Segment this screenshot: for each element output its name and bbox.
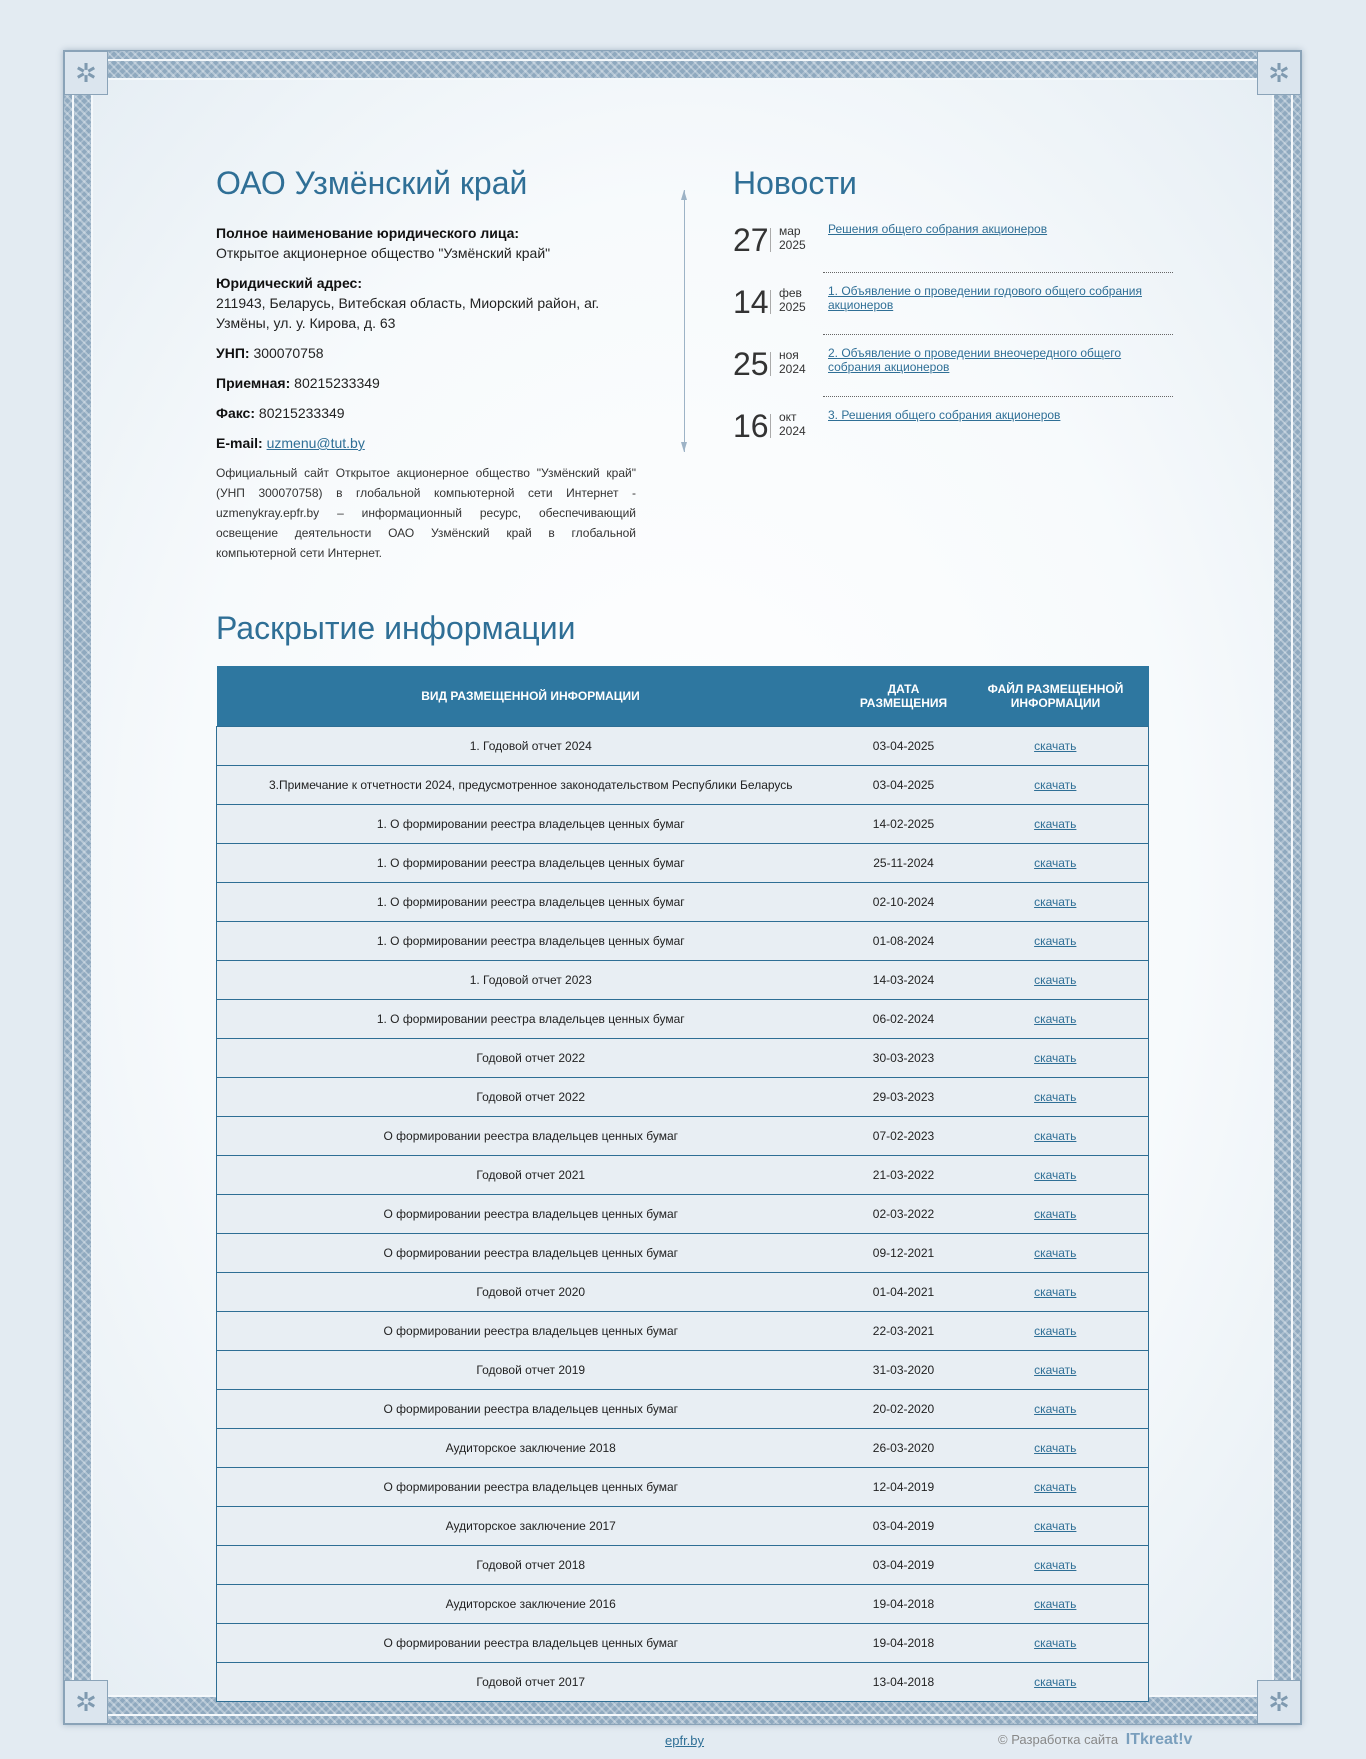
table-row xyxy=(217,1546,1149,1585)
news-month-year xyxy=(779,410,806,438)
reception-block xyxy=(216,373,636,393)
doc-name: О формировании реестра владельцев ценных бумаг xyxy=(217,1390,845,1429)
doc-file-cell xyxy=(963,1039,1149,1078)
doc-name: Годовой отчет 2018 xyxy=(217,1546,845,1585)
doc-date: 03-04-2025 xyxy=(845,766,963,805)
download-link[interactable]: скачать xyxy=(1034,1675,1077,1689)
column-divider xyxy=(684,190,685,452)
developer-logo[interactable]: ITkreat!v xyxy=(1125,1731,1193,1748)
download-link[interactable]: скачать xyxy=(1034,1558,1077,1572)
table-row xyxy=(217,1312,1149,1351)
doc-name: Годовой отчет 2020 xyxy=(217,1273,845,1312)
doc-date: 02-10-2024 xyxy=(845,883,963,922)
news-year: 2025 xyxy=(779,300,806,314)
reception-label: Приемная: xyxy=(216,375,291,391)
doc-date: 01-04-2021 xyxy=(845,1273,963,1312)
news-month: окт xyxy=(779,410,797,424)
doc-file-cell xyxy=(963,1117,1149,1156)
table-row xyxy=(217,1663,1149,1702)
doc-date: 03-04-2019 xyxy=(845,1507,963,1546)
news-item xyxy=(733,406,1173,468)
doc-date: 07-02-2023 xyxy=(845,1117,963,1156)
doc-date: 03-04-2025 xyxy=(845,727,963,766)
doc-file-cell xyxy=(963,922,1149,961)
unp-label: УНП: xyxy=(216,345,250,361)
news-date-separator xyxy=(770,352,771,376)
full-name-label: Полное наименование юридического лица: xyxy=(216,225,520,241)
news-month: мар xyxy=(779,224,801,238)
download-link[interactable]: скачать xyxy=(1034,1519,1077,1533)
download-link[interactable]: скачать xyxy=(1034,1012,1077,1026)
table-row xyxy=(217,1156,1149,1195)
news-link[interactable]: 1. Объявление о проведении годового общего собрания акционеров xyxy=(828,284,1142,312)
download-link[interactable]: скачать xyxy=(1034,1636,1077,1650)
full-name-block xyxy=(216,223,636,263)
news-item xyxy=(733,220,1173,282)
download-link[interactable]: скачать xyxy=(1034,1168,1077,1182)
download-link[interactable]: скачать xyxy=(1034,895,1077,909)
site-description: Официальный сайт Открытое акционерное общество "Узмёнский край" (УНП 300070758) в глобальной компьютерной сети Интернет - uzmenykray.epfr.by – информационный ресурс, обеспечивающий освещение деятельности ОАО Узмёнский край в глобальной компьютерной сети Интернет. xyxy=(216,466,636,560)
doc-date: 06-02-2024 xyxy=(845,1000,963,1039)
table-header-row xyxy=(217,666,1149,727)
doc-name: 1. О формировании реестра владельцев ценных бумаг xyxy=(217,805,845,844)
news-year: 2025 xyxy=(779,238,806,252)
reception-value: 80215233349 xyxy=(294,375,380,391)
table-row xyxy=(217,727,1149,766)
doc-name: О формировании реестра владельцев ценных бумаг xyxy=(217,1195,845,1234)
table-row xyxy=(217,1078,1149,1117)
news-date-separator xyxy=(770,414,771,438)
doc-date: 31-03-2020 xyxy=(845,1351,963,1390)
doc-name: 1. О формировании реестра владельцев ценных бумаг xyxy=(217,1000,845,1039)
doc-file-cell xyxy=(963,1156,1149,1195)
address-value: 211943, Беларусь, Витебская область, Миорский район, аг. Узмёны, ул. у. Кирова, д. 63 xyxy=(216,295,600,331)
doc-date: 20-02-2020 xyxy=(845,1390,963,1429)
doc-date: 14-03-2024 xyxy=(845,961,963,1000)
doc-file-cell xyxy=(963,1585,1149,1624)
fax-value: 80215233349 xyxy=(258,405,345,421)
corner-ornament-icon: ✲ xyxy=(1257,1680,1301,1724)
doc-file-cell xyxy=(963,1312,1149,1351)
doc-date: 19-04-2018 xyxy=(845,1624,963,1663)
doc-file-cell xyxy=(963,1195,1149,1234)
table-row xyxy=(217,1000,1149,1039)
table-row xyxy=(217,1390,1149,1429)
table-row xyxy=(217,883,1149,922)
doc-file-cell xyxy=(963,1429,1149,1468)
news-day: 25 xyxy=(733,346,769,382)
address-block xyxy=(216,273,636,333)
news-list xyxy=(733,220,1173,468)
news-date-separator xyxy=(770,290,771,314)
news-month: ноя xyxy=(779,348,799,362)
news-link[interactable]: 2. Объявление о проведении внеочередного общего собрания акционеров xyxy=(828,346,1122,374)
doc-name: О формировании реестра владельцев ценных бумаг xyxy=(217,1234,845,1273)
disclosure-table xyxy=(216,666,1149,1702)
doc-file-cell xyxy=(963,1507,1149,1546)
news-item xyxy=(733,344,1173,406)
corner-ornament-icon: ✲ xyxy=(64,51,108,95)
doc-name: О формировании реестра владельцев ценных бумаг xyxy=(217,1468,845,1507)
doc-date: 29-03-2023 xyxy=(845,1078,963,1117)
doc-date: 02-03-2022 xyxy=(845,1195,963,1234)
doc-file-cell xyxy=(963,961,1149,1000)
doc-name: Годовой отчет 2022 xyxy=(217,1039,845,1078)
download-link[interactable]: скачать xyxy=(1034,817,1077,831)
news-separator xyxy=(823,334,1173,335)
table-row xyxy=(217,805,1149,844)
doc-file-cell xyxy=(963,1624,1149,1663)
doc-name: Годовой отчет 2017 xyxy=(217,1663,845,1702)
doc-name: 1. О формировании реестра владельцев ценных бумаг xyxy=(217,922,845,961)
download-link[interactable]: скачать xyxy=(1034,1207,1077,1221)
table-row xyxy=(217,961,1149,1000)
doc-date: 21-03-2022 xyxy=(845,1156,963,1195)
doc-file-cell xyxy=(963,1468,1149,1507)
doc-date: 09-12-2021 xyxy=(845,1234,963,1273)
table-row xyxy=(217,1351,1149,1390)
column-header-file: ФАЙЛ РАЗМЕЩЕННОЙ ИНФОРМАЦИИ xyxy=(963,666,1149,727)
table-row xyxy=(217,1195,1149,1234)
download-link[interactable]: скачать xyxy=(1034,973,1077,987)
download-link[interactable]: скачать xyxy=(1034,1051,1077,1065)
table-row xyxy=(217,1234,1149,1273)
email-label: E-mail: xyxy=(216,435,263,451)
footer-developer xyxy=(998,1731,1192,1749)
disclosure-title: Раскрытие информации xyxy=(216,610,576,646)
email-block xyxy=(216,433,636,453)
news-item xyxy=(733,282,1173,344)
table-row xyxy=(217,844,1149,883)
table-row xyxy=(217,1507,1149,1546)
doc-name: Аудиторское заключение 2016 xyxy=(217,1585,845,1624)
doc-name: Аудиторское заключение 2018 xyxy=(217,1429,845,1468)
news-month-year xyxy=(779,348,806,376)
doc-file-cell xyxy=(963,727,1149,766)
unp-block xyxy=(216,343,636,363)
news-day: 14 xyxy=(733,284,769,320)
download-link[interactable]: скачать xyxy=(1034,1090,1077,1104)
doc-file-cell xyxy=(963,844,1149,883)
doc-file-cell xyxy=(963,1546,1149,1585)
doc-name: 1. Годовой отчет 2024 xyxy=(217,727,845,766)
table-row xyxy=(217,1468,1149,1507)
news-month: фев xyxy=(779,286,802,300)
doc-date: 13-04-2018 xyxy=(845,1663,963,1702)
doc-file-cell xyxy=(963,766,1149,805)
doc-name: О формировании реестра владельцев ценных бумаг xyxy=(217,1624,845,1663)
doc-name: О формировании реестра владельцев ценных бумаг xyxy=(217,1117,845,1156)
unp-value: 300070758 xyxy=(253,345,324,361)
company-info xyxy=(216,223,636,573)
doc-date: 03-04-2019 xyxy=(845,1546,963,1585)
news-link[interactable]: 3. Решения общего собрания акционеров xyxy=(828,408,1061,422)
news-day: 16 xyxy=(733,408,769,444)
news-title: Новости xyxy=(733,165,857,201)
news-month-year xyxy=(779,286,806,314)
download-link[interactable]: скачать xyxy=(1034,1363,1077,1377)
news-link[interactable]: Решения общего собрания акционеров xyxy=(828,222,1048,236)
download-link[interactable]: скачать xyxy=(1034,1597,1077,1611)
doc-name: Годовой отчет 2019 xyxy=(217,1351,845,1390)
table-row xyxy=(217,922,1149,961)
full-name-value: Открытое акционерное общество "Узмёнский край" xyxy=(216,245,551,261)
doc-file-cell xyxy=(963,1351,1149,1390)
table-row xyxy=(217,1624,1149,1663)
fax-label: Факс: xyxy=(216,405,256,421)
doc-file-cell xyxy=(963,1273,1149,1312)
download-link[interactable]: скачать xyxy=(1034,1480,1077,1494)
doc-date: 22-03-2021 xyxy=(845,1312,963,1351)
doc-file-cell xyxy=(963,1663,1149,1702)
doc-file-cell xyxy=(963,883,1149,922)
news-separator xyxy=(823,272,1173,273)
corner-ornament-icon: ✲ xyxy=(64,1680,108,1724)
table-row xyxy=(217,1117,1149,1156)
doc-name: О формировании реестра владельцев ценных бумаг xyxy=(217,1312,845,1351)
download-link[interactable]: скачать xyxy=(1034,856,1077,870)
doc-date: 25-11-2024 xyxy=(845,844,963,883)
doc-date: 01-08-2024 xyxy=(845,922,963,961)
news-day: 27 xyxy=(733,222,769,258)
table-row xyxy=(217,1273,1149,1312)
news-year: 2024 xyxy=(779,424,806,438)
doc-file-cell xyxy=(963,805,1149,844)
download-link[interactable]: скачать xyxy=(1034,739,1077,753)
address-label: Юридический адрес: xyxy=(216,275,362,291)
doc-name: 1. Годовой отчет 2023 xyxy=(217,961,845,1000)
news-separator xyxy=(823,396,1173,397)
download-link[interactable]: скачать xyxy=(1034,1441,1077,1455)
doc-date: 30-03-2023 xyxy=(845,1039,963,1078)
table-row xyxy=(217,1429,1149,1468)
download-link[interactable]: скачать xyxy=(1034,1129,1077,1143)
download-link[interactable]: скачать xyxy=(1034,1246,1077,1260)
column-header-type: ВИД РАЗМЕЩЕННОЙ ИНФОРМАЦИИ xyxy=(217,666,845,727)
doc-file-cell xyxy=(963,1390,1149,1429)
download-link[interactable]: скачать xyxy=(1034,1402,1077,1416)
news-month-year xyxy=(779,224,806,252)
news-year: 2024 xyxy=(779,362,806,376)
download-link[interactable]: скачать xyxy=(1034,778,1077,792)
doc-name: 1. О формировании реестра владельцев ценных бумаг xyxy=(217,883,845,922)
doc-file-cell xyxy=(963,1078,1149,1117)
download-link[interactable]: скачать xyxy=(1034,934,1077,948)
doc-date: 14-02-2025 xyxy=(845,805,963,844)
doc-name: Годовой отчет 2021 xyxy=(217,1156,845,1195)
download-link[interactable]: скачать xyxy=(1034,1285,1077,1299)
doc-file-cell xyxy=(963,1000,1149,1039)
table-row xyxy=(217,1585,1149,1624)
download-link[interactable]: скачать xyxy=(1034,1324,1077,1338)
column-header-date: ДАТА РАЗМЕЩЕНИЯ xyxy=(845,666,963,727)
doc-date: 19-04-2018 xyxy=(845,1585,963,1624)
news-date-separator xyxy=(770,228,771,252)
table-row xyxy=(217,766,1149,805)
doc-file-cell xyxy=(963,1234,1149,1273)
corner-ornament-icon: ✲ xyxy=(1257,51,1301,95)
table-row xyxy=(217,1039,1149,1078)
footer-developer-text: © Разработка сайта xyxy=(998,1732,1119,1747)
doc-name: Аудиторское заключение 2017 xyxy=(217,1507,845,1546)
footer-epfr-link[interactable]: epfr.by xyxy=(665,1733,705,1748)
fax-block xyxy=(216,403,636,423)
doc-date: 12-04-2019 xyxy=(845,1468,963,1507)
doc-date: 26-03-2020 xyxy=(845,1429,963,1468)
email-link[interactable]: uzmenu@tut.by xyxy=(266,435,365,451)
doc-name: 1. О формировании реестра владельцев ценных бумаг xyxy=(217,844,845,883)
company-title: ОАО Узмёнский край xyxy=(216,165,528,201)
doc-name: Годовой отчет 2022 xyxy=(217,1078,845,1117)
doc-name: 3.Примечание к отчетности 2024, предусмотренное законодательством Республики Беларусь xyxy=(217,766,845,805)
